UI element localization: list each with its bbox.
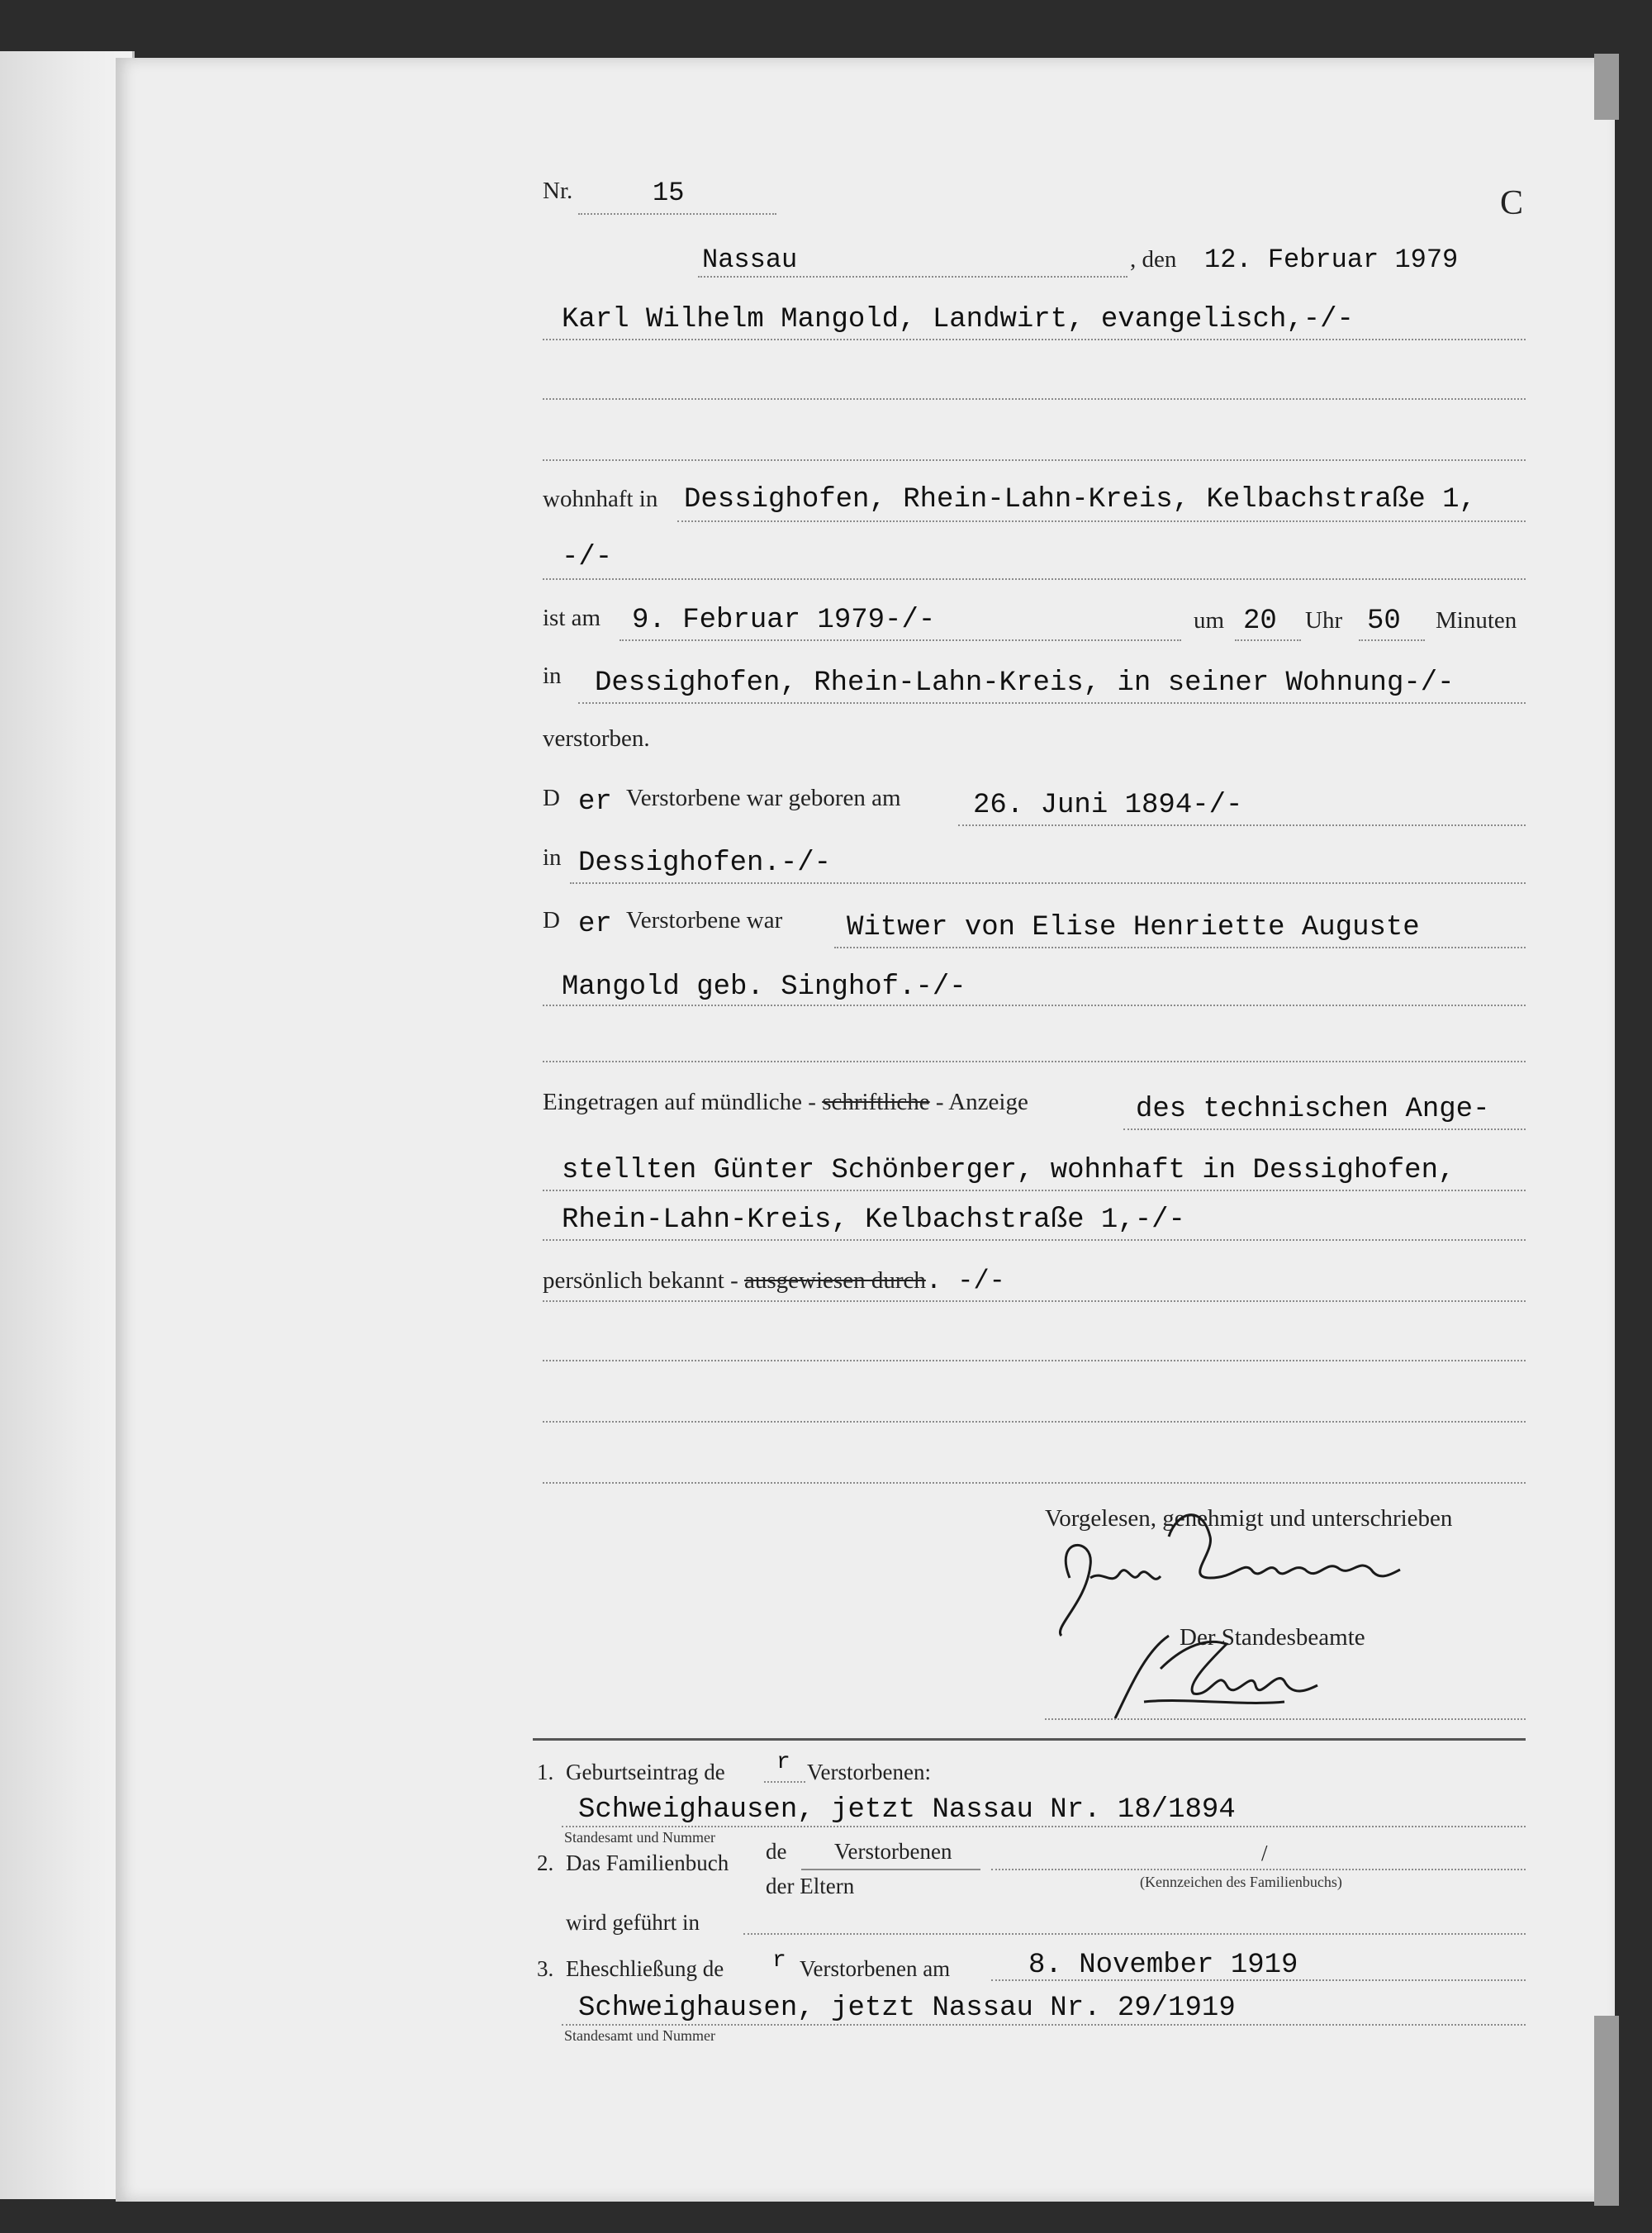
marital-label-d: D: [543, 907, 560, 934]
birth-place-underline: [570, 882, 1526, 884]
residence: Dessighofen, Rhein-Lahn-Kreis, Kelbachstraße 1,: [684, 484, 1476, 515]
page-corner-top: [1594, 54, 1619, 120]
death-label-in: in: [543, 663, 562, 689]
item2-book-underline: [991, 1869, 1526, 1870]
report-line2: stellten Günter Schönberger, wohnhaft in Dessighofen,: [562, 1155, 1455, 1186]
report-underline-1: [1123, 1128, 1526, 1130]
footer-separator: [533, 1738, 1526, 1741]
death-minutes: 50: [1367, 606, 1401, 637]
report-underline-3: [543, 1239, 1526, 1241]
item1-num: 1.: [537, 1760, 554, 1784]
residence-label: wohnhaft in: [543, 486, 658, 512]
standesbeamte-label: Der Standesbeamte: [1180, 1624, 1365, 1651]
item2-verstorbenen: Verstorbenen: [834, 1839, 952, 1864]
death-label-minuten: Minuten: [1436, 607, 1517, 634]
item3-date-underline: [991, 1979, 1526, 1981]
marital-line1: Witwer von Elise Henriette Auguste: [847, 912, 1420, 943]
item2-label: Das Familienbuch: [566, 1851, 729, 1875]
report-label-ausgewiesen: ausgewiesen durch: [744, 1267, 926, 1294]
report-label-anzeige: - Anzeige: [935, 1089, 1028, 1115]
vorgelesen-label: Vorgelesen, genehmigt und unterschrieben: [1045, 1505, 1453, 1532]
item3-underline: [562, 2024, 1526, 2026]
left-page-edge: [0, 51, 135, 2199]
item3-label2: Verstorbenen am: [800, 1956, 951, 1981]
marital-underline-3: [543, 1061, 1526, 1062]
death-hour: 20: [1243, 606, 1277, 637]
report-underline-4: [543, 1300, 1526, 1302]
item3-num: 3.: [537, 1956, 554, 1981]
page-corner-bottom: [1594, 2016, 1619, 2206]
birth-label-in: in: [543, 844, 562, 871]
place-underline: [698, 276, 1127, 278]
item1-value: Schweighausen, jetzt Nassau Nr. 18/1894: [578, 1794, 1236, 1826]
birth-date: 26. Juni 1894-/-: [973, 790, 1243, 821]
report-bekannt: [543, 1266, 1005, 1296]
marital-line2: Mangold geb. Singhof.-/-: [562, 972, 966, 1003]
marital-underline-2: [543, 1005, 1526, 1006]
death-label-um: um: [1194, 607, 1225, 634]
marital-label: Verstorbene war: [626, 907, 783, 934]
registrar-underline: [1045, 1718, 1526, 1720]
item2-num: 2.: [537, 1851, 554, 1875]
item2-verstorbenen-underline: [801, 1869, 980, 1870]
residence-underline-2: [543, 578, 1526, 580]
item1-suffix-underline: [764, 1781, 805, 1783]
nr-value: 15: [653, 178, 685, 208]
item1-suffix: r: [776, 1750, 790, 1775]
report-underline-7: [543, 1482, 1526, 1484]
item1-label: Geburtseintrag de: [566, 1760, 725, 1784]
residence-underline-1: [677, 520, 1526, 522]
item2-gefuehrt: wird geführt in: [566, 1910, 700, 1935]
death-place-underline: [578, 702, 1526, 704]
item1-label2: Verstorbenen:: [807, 1760, 931, 1784]
report-underline-6: [543, 1421, 1526, 1423]
death-label-verstorben: verstorben.: [543, 725, 650, 752]
person-line: Karl Wilhelm Mangold, Landwirt, evangelisch,-/-: [562, 304, 1354, 335]
person-underline-1: [543, 339, 1526, 340]
item3-caption: Standesamt und Nummer: [564, 2027, 715, 2044]
birth-label-d: D: [543, 785, 560, 811]
report-label-bekannt: persönlich bekannt -: [543, 1267, 738, 1294]
record-date: 12. Februar 1979: [1204, 245, 1459, 275]
item2-slash: /: [1261, 1841, 1268, 1865]
birth-date-underline: [958, 824, 1526, 826]
death-hour-underline: [1235, 639, 1301, 641]
birth-suffix: er: [578, 786, 612, 818]
item2-gefuehrt-underline: [743, 1933, 1526, 1935]
death-date: 9. Februar 1979-/-: [632, 605, 936, 636]
nr-underline: [578, 213, 776, 215]
item3-value: Schweighausen, jetzt Nassau Nr. 29/1919: [578, 1993, 1236, 2024]
marital-suffix: er: [578, 909, 612, 940]
report-underline-5: [543, 1360, 1526, 1361]
death-label-uhr: Uhr: [1305, 607, 1343, 634]
item2-de: de: [766, 1839, 787, 1864]
registrar-signature: [1111, 1619, 1326, 1727]
volume-letter: C: [1500, 184, 1524, 222]
report-line3: Rhein-Lahn-Kreis, Kelbachstraße 1,-/-: [562, 1204, 1185, 1236]
item1-underline: [562, 1826, 1526, 1827]
birth-place: Dessighofen.-/-: [578, 848, 832, 879]
marital-underline-1: [834, 947, 1526, 948]
item2-caption: (Kennzeichen des Familienbuchs): [1140, 1874, 1342, 1890]
report-label-muendlich: Eingetragen auf mündliche -: [543, 1089, 816, 1115]
item1-caption: Standesamt und Nummer: [564, 1829, 715, 1846]
nr-label: Nr.: [543, 178, 573, 204]
item2-eltern: der Eltern: [766, 1874, 855, 1898]
residence-cont: -/-: [562, 542, 613, 573]
report-line1: des technischen Ange-: [1136, 1094, 1490, 1125]
place: Nassau: [702, 245, 798, 275]
report-underline-2: [543, 1190, 1526, 1191]
report-label-eingetragen: [543, 1089, 1028, 1116]
death-place: Dessighofen, Rhein-Lahn-Kreis, in seiner Wohnung-/-: [595, 668, 1455, 699]
death-minutes-underline: [1359, 639, 1425, 641]
report-label-schriftliche: schriftliche: [822, 1089, 930, 1115]
death-date-underline: [620, 639, 1181, 641]
item3-date: 8. November 1919: [1028, 1950, 1298, 1981]
birth-label: Verstorbene war geboren am: [626, 785, 901, 811]
person-underline-3: [543, 459, 1526, 461]
report-bekannt-value: . -/-: [925, 1266, 1005, 1296]
date-prefix: , den: [1130, 246, 1177, 273]
item3-label: Eheschließung de: [566, 1956, 724, 1981]
death-label-am: ist am: [543, 605, 601, 631]
item3-suffix: r: [772, 1948, 786, 1974]
person-underline-2: [543, 398, 1526, 400]
